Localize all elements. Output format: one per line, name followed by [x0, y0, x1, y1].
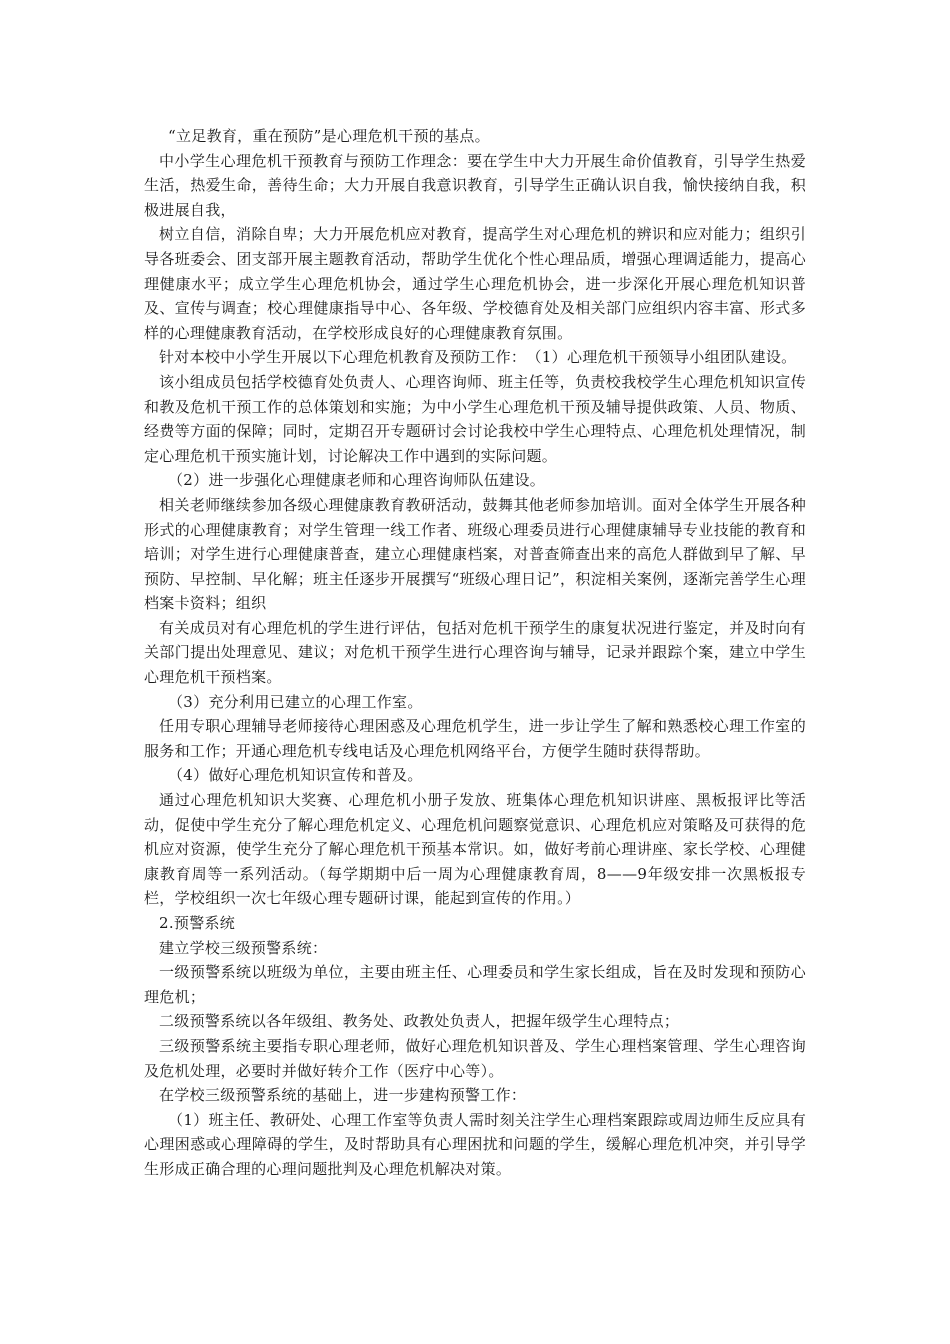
paragraph-crisis-assessment: 有关成员对有心理危机的学生进行评估，包括对危机干预学生的康复状况进行鉴定，并及时向有关部门提出处理意见、建议；对危机干预学生进行心理咨询与辅导，记录并跟踪个案，建立中学生心理危机干预档案。 [144, 618, 806, 687]
paragraph-teacher-training: 相关老师继续参加各级心理健康教育教研活动，鼓舞其他老师参加培训。面对全体学生开展各种形式的心理健康教育；对学生管理一线工作者、班级心理委员进行心理健康辅导专业技能的教育和培训；对学生进行心理健康普查，建立心理健康档案，对普查筛查出来的高危人群做到早了解、早预防、早控制、早化解；班主任逐步开展撰写“班级心理日记”，积淀相关案例，逐渐完善学生心理档案卡资料；组织 [144, 495, 806, 613]
paragraph-team-members: 该小组成员包括学校德育处负责人、心理咨询师、班主任等，负责校我校学生心理危机知识宣传和教及危机干预工作的总体策划和实施；为中小学生心理危机干预及辅导提供政策、人员、物质、经费等方面的保障；同时，定期召开专题研讨会讨论我校中学生心理特点、心理危机处理情况，制定心理危机干预实施计划，讨论解决工作中遇到的实际问题。 [144, 372, 806, 465]
paragraph-three-level-warning: 建立学校三级预警系统： [159, 938, 328, 957]
paragraph-build-confidence: 树立自信，消除自卑；大力开展危机应对教育，提高学生对心理危机的辨识和应对能力；组织引导各班委会、团支部开展主题教育活动，帮助学生优化个性心理品质，增强心理调适能力，提高心理健康水平；成立学生心理危机协会，通过学生心理危机协会，进一步深化开展心理危机知识普及、宣传与调查；校心理健康指导中心、各年级、学校德育处及相关部门应组织内容丰富、形式多样的心理健康教育活动，在学校形成良好的心理健康教育氛围。 [144, 225, 806, 342]
paragraph-counseling-room: 任用专职心理辅导老师接待心理困惑及心理危机学生，进一步让学生了解和熟悉校心理工作室的服务和工作；开通心理危机专线电话及心理危机网络平台，方便学生随时获得帮助。 [144, 717, 806, 760]
document-body [144, 124, 806, 1182]
heading-early-warning-system: 2.预警系统 [159, 914, 236, 932]
paragraph-level-two-warning: 二级预警系统以各年级组、教务处、政教处负责人，把握年级学生心理特点； [159, 1012, 680, 1031]
paragraph-intervention-philosophy: 中小学生心理危机干预教育与预防工作理念：要在学生中大力开展生命价值教育，引导学生热爱生活，热爱生命，善待生命；大力开展自我意识教育，引导学生正确认识自我，愉快接纳自我，积极进展自我， [144, 151, 806, 219]
heading-item-2: （2）进一步强化心理健康老师和心理咨询师队伍建设。 [168, 471, 546, 490]
paragraph-prevention-basis: “立足教育，重在预防”是心理危机干预的基点。 [168, 127, 490, 145]
paragraph-level-three-warning: 三级预警系统主要指专职心理老师，做好心理危机知识普及、学生心理档案管理、学生心理咨询及危机处理，必要时并做好转介工作（医疗中心等）。 [144, 1036, 806, 1080]
heading-item-3: （3）充分利用已建立的心理工作室。 [168, 692, 423, 711]
paragraph-level-one-warning: 一级预警系统以班级为单位，主要由班主任、心理委员和学生家长组成，旨在及时发现和预防心理危机； [144, 963, 806, 1006]
paragraph-warning-construction: 在学校三级预警系统的基础上，进一步建构预警工作： [159, 1086, 527, 1105]
heading-item-4: （4）做好心理危机知识宣传和普及。 [168, 766, 423, 785]
paragraph-prevention-work: 针对本校中小学生开展以下心理危机教育及预防工作： （1）心理危机干预领导小组团队建设。 [159, 348, 797, 367]
paragraph-knowledge-promotion: 通过心理危机知识大奖赛、心理危机小册子发放、班集体心理危机知识讲座、黑板报评比等活动，促使中学生充分了解心理危机定义、心理危机问题察觉意识、心理危机应对策略及可获得的危机应对资源，使学生充分了解心理危机干预基本常识。如，做好考前心理讲座、家长学校、心理健康教育周等一系列活动。（每学期期中后一周为心理健康教育周，8——9年级安排一次黑板报专栏，学校组织一次七年级心理专题研讨课，能起到宣传的作用。） [144, 791, 806, 908]
paragraph-warning-item-1: （1）班主任、教研处、心理工作室等负责人需时刻关注学生心理档案跟踪或周边师生反应具有心理困惑或心理障碍的学生，及时帮助具有心理困扰和问题的学生，缓解心理危机冲突，并引导学生形成正确合理的心理问题批判及心理危机解决对策。 [144, 1110, 806, 1178]
